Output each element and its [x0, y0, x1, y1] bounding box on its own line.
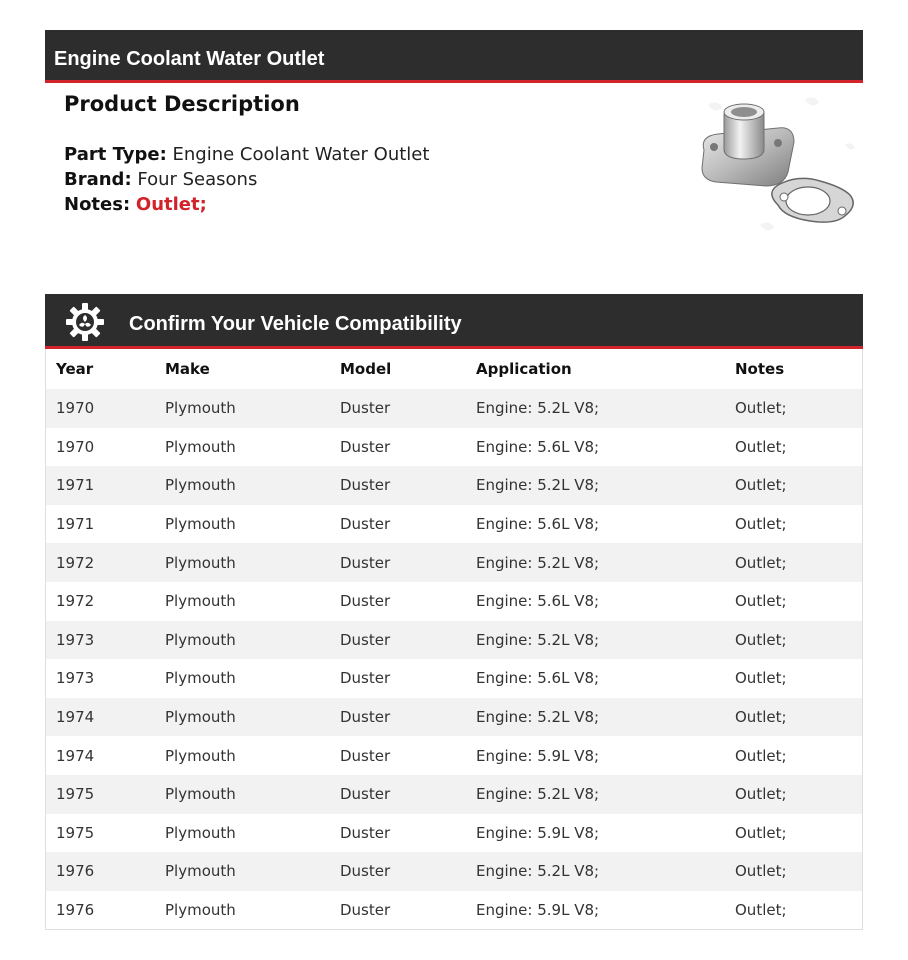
- cell-make: Plymouth: [165, 669, 236, 688]
- cell-make: Plymouth: [165, 592, 236, 611]
- cell-notes: Outlet;: [735, 553, 787, 572]
- cell-application: Engine: 5.2L V8;: [476, 630, 600, 649]
- table-row: [46, 659, 862, 698]
- cell-notes: Outlet;: [735, 785, 787, 804]
- cell-notes: Outlet;: [735, 592, 787, 611]
- cell-notes: Outlet;: [735, 901, 787, 920]
- part-type-label: Part Type:: [64, 144, 167, 165]
- brand-label: Brand:: [64, 169, 132, 190]
- cell-model: Duster: [340, 630, 391, 649]
- table-row: [46, 466, 862, 505]
- cell-application: Engine: 5.6L V8;: [476, 515, 600, 534]
- cell-make: Plymouth: [165, 901, 236, 920]
- cell-year: 1972: [56, 553, 95, 572]
- cell-model: Duster: [340, 437, 391, 456]
- part-type-line: [64, 142, 429, 167]
- cell-make: Plymouth: [165, 437, 236, 456]
- cell-application: Engine: 5.2L V8;: [476, 399, 600, 418]
- column-header-year: Year: [56, 360, 94, 378]
- product-title-bar: [45, 30, 863, 83]
- cell-year: 1970: [56, 437, 95, 456]
- cell-year: 1972: [56, 592, 95, 611]
- cell-make: Plymouth: [165, 515, 236, 534]
- cell-year: 1974: [56, 746, 95, 765]
- cell-model: Duster: [340, 785, 391, 804]
- cell-model: Duster: [340, 901, 391, 920]
- cell-notes: Outlet;: [735, 476, 787, 495]
- notes-label: Notes:: [64, 194, 131, 215]
- cell-model: Duster: [340, 746, 391, 765]
- cell-application: Engine: 5.2L V8;: [476, 476, 600, 495]
- table-header-row: [46, 349, 862, 389]
- description-heading: Product Description: [64, 92, 300, 116]
- table-row: [46, 505, 862, 544]
- cell-application: Engine: 5.2L V8;: [476, 553, 600, 572]
- cell-year: 1973: [56, 630, 95, 649]
- cell-application: Engine: 5.9L V8;: [476, 746, 600, 765]
- cell-notes: Outlet;: [735, 708, 787, 727]
- table-row: [46, 698, 862, 737]
- table-row: [46, 891, 862, 930]
- cell-notes: Outlet;: [735, 437, 787, 456]
- table-row: [46, 621, 862, 660]
- cell-notes: Outlet;: [735, 746, 787, 765]
- cell-make: Plymouth: [165, 785, 236, 804]
- cell-application: Engine: 5.9L V8;: [476, 823, 600, 842]
- cell-model: Duster: [340, 592, 391, 611]
- table-row: [46, 775, 862, 814]
- cell-make: Plymouth: [165, 476, 236, 495]
- cell-year: 1976: [56, 901, 95, 920]
- cell-year: 1974: [56, 708, 95, 727]
- cell-application: Engine: 5.6L V8;: [476, 669, 600, 688]
- cell-application: Engine: 5.9L V8;: [476, 901, 600, 920]
- table-row: [46, 852, 862, 891]
- cell-application: Engine: 5.2L V8;: [476, 862, 600, 881]
- column-header-make: Make: [165, 360, 210, 378]
- table-row: [46, 543, 862, 582]
- brand-line: [64, 167, 429, 192]
- cell-notes: Outlet;: [735, 399, 787, 418]
- cell-year: 1971: [56, 515, 95, 534]
- compatibility-table: [45, 349, 863, 930]
- cell-year: 1976: [56, 862, 95, 881]
- product-title: Engine Coolant Water Outlet: [54, 48, 325, 70]
- cell-notes: Outlet;: [735, 823, 787, 842]
- column-header-application: Application: [476, 360, 572, 378]
- table-row: [46, 582, 862, 621]
- cell-year: 1975: [56, 823, 95, 842]
- compatibility-title: Confirm Your Vehicle Compatibility: [129, 313, 462, 335]
- cell-application: Engine: 5.6L V8;: [476, 592, 600, 611]
- cell-year: 1973: [56, 669, 95, 688]
- cell-make: Plymouth: [165, 746, 236, 765]
- cell-year: 1971: [56, 476, 95, 495]
- table-row: [46, 814, 862, 853]
- cell-notes: Outlet;: [735, 630, 787, 649]
- cell-notes: Outlet;: [735, 515, 787, 534]
- cell-make: Plymouth: [165, 708, 236, 727]
- product-image: [690, 95, 860, 255]
- notes-line: [64, 192, 429, 217]
- brand-value: Four Seasons: [137, 169, 258, 190]
- cell-notes: Outlet;: [735, 862, 787, 881]
- cell-make: Plymouth: [165, 823, 236, 842]
- cell-model: Duster: [340, 553, 391, 572]
- table-row: [46, 428, 862, 467]
- cell-year: 1970: [56, 399, 95, 418]
- cell-model: Duster: [340, 476, 391, 495]
- cell-model: Duster: [340, 823, 391, 842]
- cell-model: Duster: [340, 399, 391, 418]
- table-row: [46, 389, 862, 428]
- cell-application: Engine: 5.2L V8;: [476, 785, 600, 804]
- table-row: [46, 736, 862, 775]
- cell-notes: Outlet;: [735, 669, 787, 688]
- description-details: [64, 142, 429, 217]
- gear-icon: [65, 302, 105, 342]
- cell-year: 1975: [56, 785, 95, 804]
- cell-application: Engine: 5.2L V8;: [476, 708, 600, 727]
- cell-application: Engine: 5.6L V8;: [476, 437, 600, 456]
- column-header-model: Model: [340, 360, 392, 378]
- cell-make: Plymouth: [165, 862, 236, 881]
- notes-value: Outlet;: [135, 194, 207, 215]
- cell-make: Plymouth: [165, 399, 236, 418]
- cell-model: Duster: [340, 669, 391, 688]
- cell-model: Duster: [340, 515, 391, 534]
- cell-make: Plymouth: [165, 630, 236, 649]
- compatibility-bar: [45, 294, 863, 349]
- cell-model: Duster: [340, 862, 391, 881]
- part-type-value: Engine Coolant Water Outlet: [172, 144, 430, 165]
- column-header-notes: Notes: [735, 360, 785, 378]
- cell-model: Duster: [340, 708, 391, 727]
- cell-make: Plymouth: [165, 553, 236, 572]
